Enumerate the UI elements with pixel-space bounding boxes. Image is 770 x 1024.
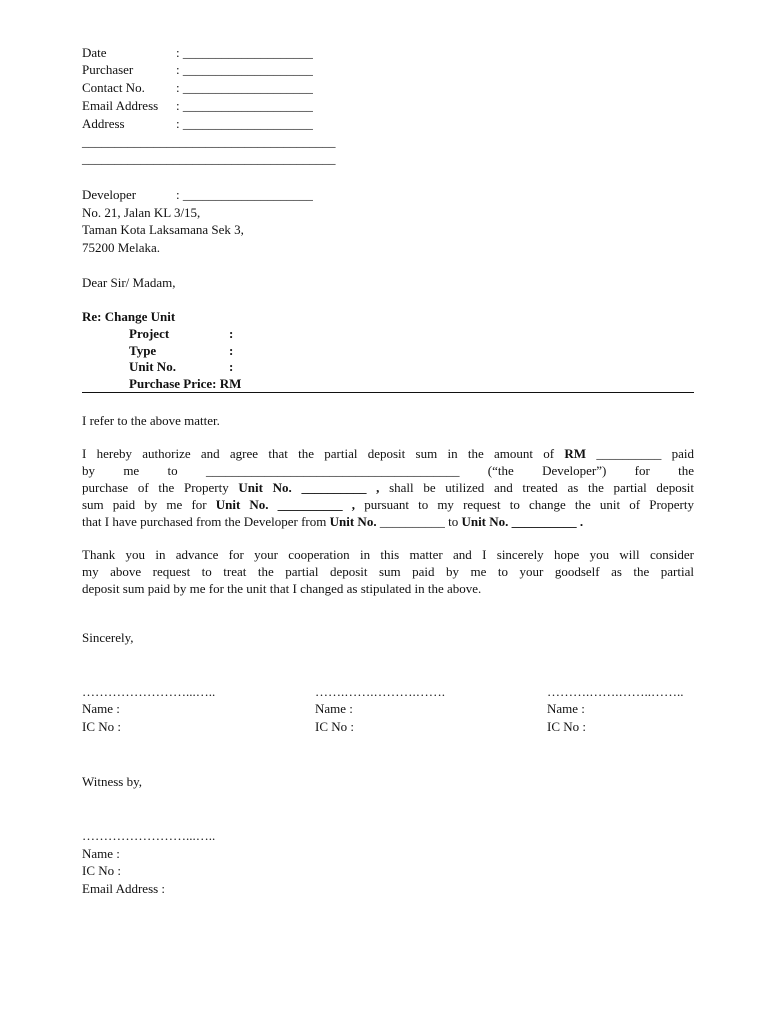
developer-label: Developer bbox=[82, 187, 137, 202]
developer-address-2: Taman Kota Laksamana Sek 3, bbox=[82, 222, 244, 237]
closing: Sincerely, bbox=[82, 630, 134, 645]
re-key: Unit No. bbox=[129, 359, 176, 374]
address-line-2: _______________________________________ bbox=[82, 151, 336, 166]
para1-line-1 bbox=[82, 445, 694, 462]
text-run: (“the Developer”) for the bbox=[459, 463, 694, 478]
refer-line: I refer to the above matter. bbox=[82, 413, 220, 428]
para1-line-4 bbox=[82, 496, 694, 513]
para2-line-1: Thank you in advance for your cooperation in this matter and I sincerely hope you will consider bbox=[82, 547, 694, 562]
re-key: Project bbox=[129, 326, 170, 341]
re-sep: : bbox=[229, 359, 234, 374]
signature-line-2: …….…….……….……. bbox=[315, 684, 445, 699]
re-row-type bbox=[129, 342, 233, 359]
contact-value: : ____________________ bbox=[176, 80, 313, 95]
developer-address-3: 75200 Melaka. bbox=[82, 240, 160, 255]
re-sep: : bbox=[229, 343, 234, 358]
witness-signature-line: ……………………...….. bbox=[82, 828, 216, 843]
address-label: Address bbox=[82, 116, 125, 131]
date-field bbox=[82, 44, 313, 61]
signatory-1-ic: IC No : bbox=[82, 719, 121, 734]
witness-name: Name : bbox=[82, 846, 120, 861]
signatory-1-name: Name : bbox=[82, 701, 120, 716]
text-run: I hereby authorize and agree that the partial deposit sum in the amount of bbox=[82, 446, 565, 461]
re-sep: : bbox=[229, 326, 234, 341]
text-run: shall be utilized and treated as the partial deposit bbox=[379, 480, 694, 495]
para1-line-3 bbox=[82, 479, 694, 496]
text-run-bold: RM bbox=[564, 446, 587, 461]
purchaser-value: : ____________________ bbox=[176, 62, 313, 77]
signatory-2-ic: IC No : bbox=[315, 719, 354, 734]
re-row-project bbox=[129, 325, 233, 342]
developer-value: : ____________________ bbox=[176, 187, 313, 202]
signature-line-3: ……….…….……..…….. bbox=[547, 684, 684, 699]
re-key: Purchase Price: RM bbox=[129, 376, 242, 391]
address-field bbox=[82, 115, 313, 132]
signature-line-1: ……………………...….. bbox=[82, 684, 216, 699]
address-value: : ____________________ bbox=[176, 116, 313, 131]
email-label: Email Address bbox=[82, 98, 159, 113]
text-run: pursuant to my request to change the unit of Property bbox=[355, 497, 694, 512]
text-run-bold: Unit No. bbox=[329, 514, 377, 529]
re-key: Type bbox=[129, 343, 157, 358]
horizontal-rule bbox=[82, 392, 694, 393]
witness-ic: IC No : bbox=[82, 863, 121, 878]
text-run-bold: __________ . bbox=[508, 514, 584, 529]
thanks-paragraph bbox=[82, 546, 694, 597]
text-run: sum paid by me for bbox=[82, 497, 216, 512]
date-value: : ____________________ bbox=[176, 45, 313, 60]
para1-line-5 bbox=[82, 513, 694, 530]
re-title: Re: Change Unit bbox=[82, 309, 176, 324]
witness-email: Email Address : bbox=[82, 881, 166, 896]
para2-line-3: deposit sum paid by me for the unit that I changed as stipulated in the above. bbox=[82, 581, 482, 596]
email-value: : ____________________ bbox=[176, 98, 313, 113]
text-run-bold: Unit No. __________ , bbox=[238, 480, 380, 495]
developer-field bbox=[82, 186, 313, 203]
contact-field bbox=[82, 79, 313, 96]
para2-line-2: my above request to treat the partial deposit sum paid by me to your goodself as the partial bbox=[82, 564, 694, 579]
text-run: __________ to bbox=[376, 514, 462, 529]
address-line-1: _______________________________________ bbox=[82, 134, 336, 149]
developer-address-1: No. 21, Jalan KL 3/15, bbox=[82, 205, 201, 220]
signatory-2-name: Name : bbox=[315, 701, 353, 716]
text-run: __________ paid bbox=[586, 446, 695, 461]
text-run: that I have purchased from the Developer from bbox=[82, 514, 330, 529]
text-run: purchase of the Property bbox=[82, 480, 239, 495]
text-run-bold: Unit No. __________ , bbox=[215, 497, 356, 512]
re-row-price bbox=[129, 375, 241, 392]
text-run: _______________________________________ bbox=[205, 463, 460, 478]
text-run-bold: Unit No. bbox=[461, 514, 509, 529]
salutation: Dear Sir/ Madam, bbox=[82, 275, 176, 290]
contact-label: Contact No. bbox=[82, 80, 145, 95]
para1-line-2 bbox=[82, 462, 694, 479]
purchaser-field bbox=[82, 61, 313, 78]
text-run: by me to bbox=[82, 463, 206, 478]
witness-title: Witness by, bbox=[82, 774, 143, 789]
email-field bbox=[82, 97, 313, 114]
authorization-paragraph bbox=[82, 445, 694, 530]
signatory-3-name: Name : bbox=[547, 701, 585, 716]
purchaser-label: Purchaser bbox=[82, 62, 134, 77]
signatory-3-ic: IC No : bbox=[547, 719, 586, 734]
re-row-unit bbox=[129, 358, 233, 375]
date-label: Date bbox=[82, 45, 107, 60]
